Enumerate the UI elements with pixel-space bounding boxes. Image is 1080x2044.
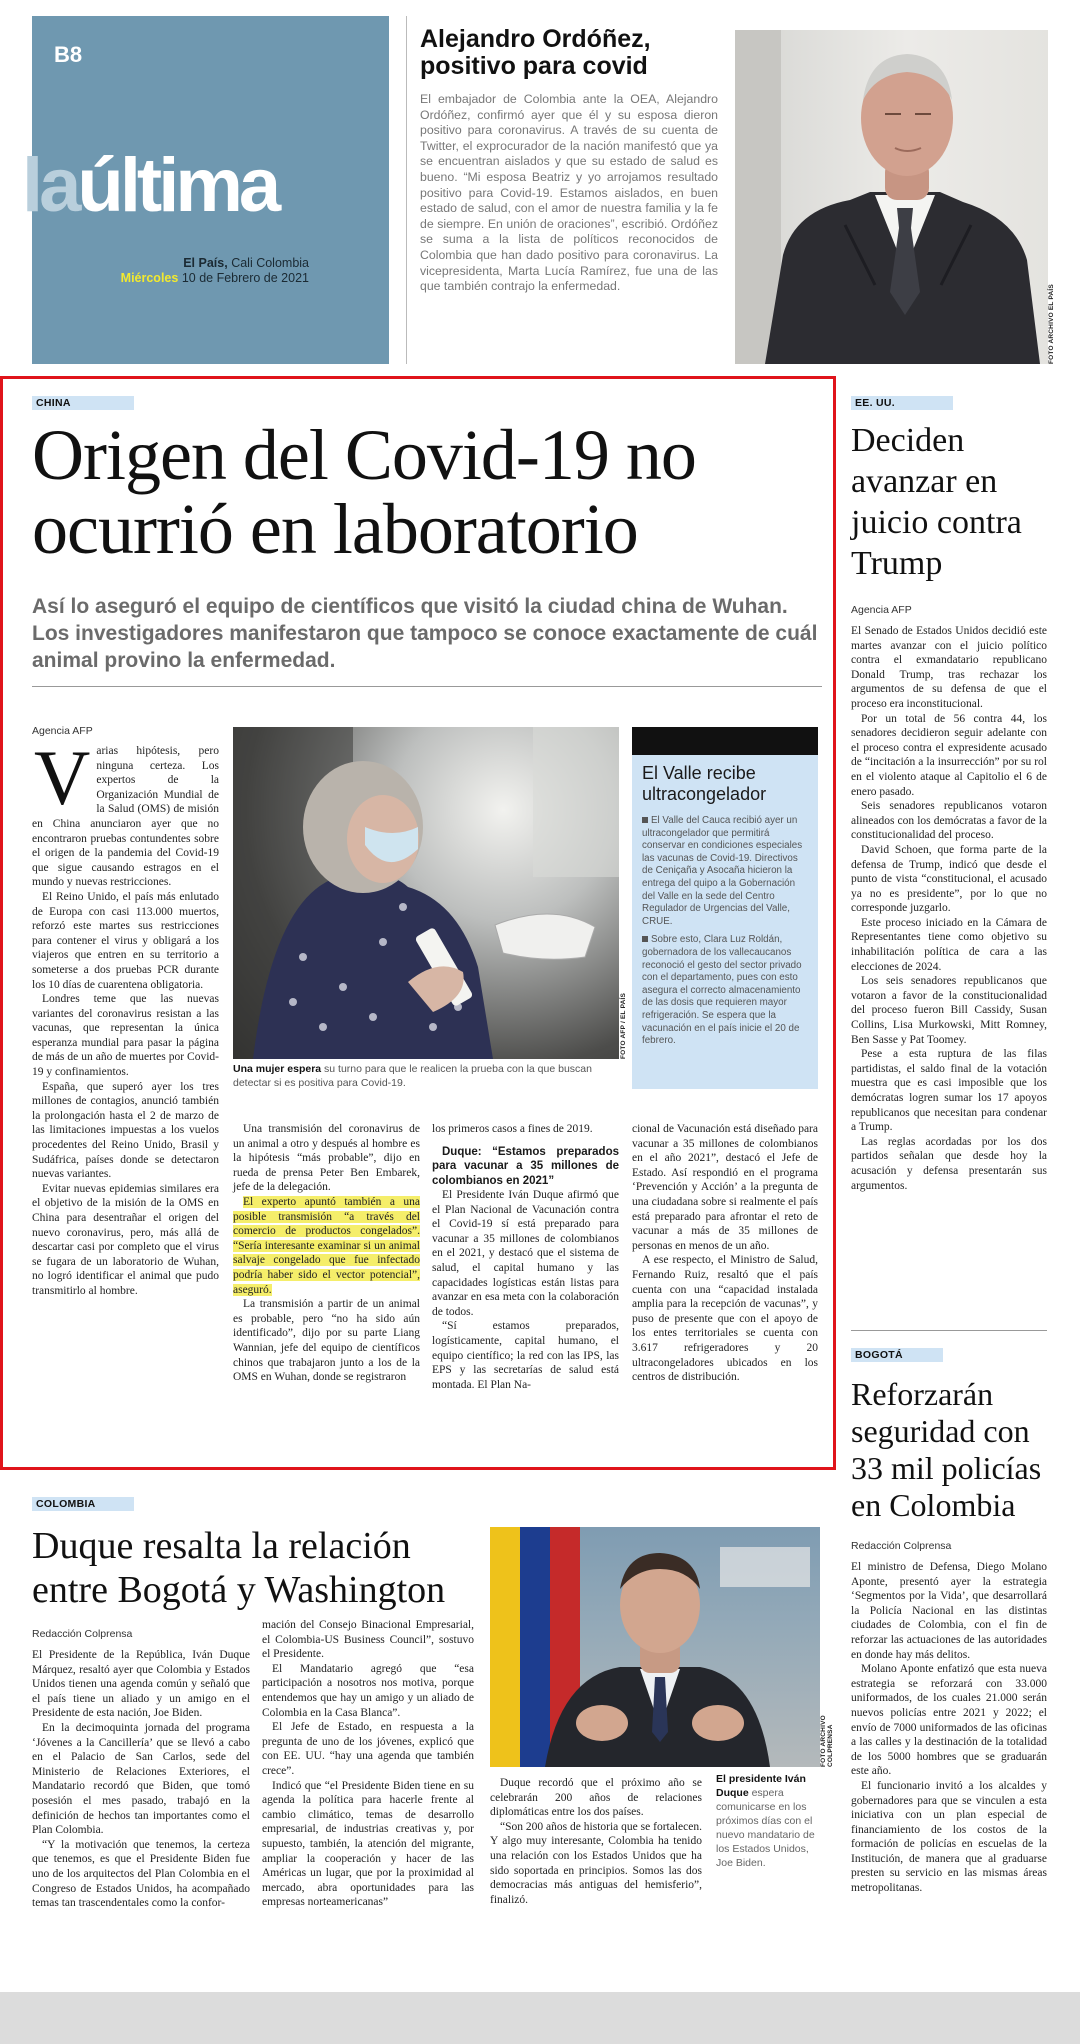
man-in-suit-illustration (735, 30, 1048, 364)
main-paragraph: los primeros casos a fines de 2019. (432, 1123, 593, 1135)
section-logo: laúltima (22, 143, 278, 228)
woman-illustration (233, 727, 619, 1059)
bogota-kicker: BOGOTÁ (851, 1348, 943, 1362)
top-story-body: El embajador de Colombia ante la OEA, Alejandro Ordóñez, confirmó ayer que él y su esposa dieron positivo para coronavirus. A través de su cuenta de Twitter, el exprocurador de la nación manifestó que ya se encuentran aislados y que su estado de salud es bueno. “Mi esposa Beatriz y yo arrojamos resultado positivo para Covid-19. Estamos aislados, en buen estado de salud, con el amor de nuestra familia y la fe de siempre. En unión de oraciones”, escribió. Ordóñez se suma a la lista de políticos reconocidos de Colombia que han dado positivo para coronavirus. La vicepresidenta, Marta Lucía Ramírez, fue una de las que también contrajo la enfermedad. (420, 92, 718, 294)
main-kicker: CHINA (32, 396, 134, 410)
masthead (22, 16, 389, 364)
duque-paragraph: El Mandatario agregó que “esa participación a nosotros nos motiva, porque entendemos que hay un amigo y un aliado de Colombia en la Casa Blanca”. (262, 1662, 474, 1719)
duque-paragraph: mación del Consejo Binacional Empresarial, el Colombia-US Business Council”, sostuvo el Presidente. (262, 1619, 474, 1661)
page-bottom-band (0, 1992, 1080, 2044)
page-number: B8 (54, 42, 83, 67)
duque-kicker: COLOMBIA (32, 1497, 134, 1511)
bogota-paragraph: El funcionario invitó a los alcaldes y gobernadores para que se vinculen a esta iniciativa con un plan especial de financiamiento de los costos de la formación de policías en escuelas de la Institución, de manera que al graduarse presten su servicio en las mismas áreas metropolitanas. (851, 1779, 1047, 1895)
main-headline: Origen del Covid-19 no ocurrió en laboratorio (32, 415, 696, 569)
main-lead-paragraph: Varias hipótesis, pero ninguna certeza. Los expertos de la Organización Mundial de la Salud (OMS) de misión en China anunciaron ayer que no encontraron pruebas contundentes sobre el origen de la pandemia del Covid-19 que sigue causando estragos en el mundo y nuevas restricciones. (32, 734, 219, 889)
duque-paragraph: “Y la motivación que tenemos, la certeza que tenemos, es que el Presidente Biden fue uno de los arquitectos del Plan Colombia en el Congreso de Estados Unidos, ha acompañado temas tan trascendentales como la confor- (32, 1838, 250, 1910)
trump-body (851, 624, 1047, 1193)
main-paragraph: Una transmisión del coronavirus de un animal a otro y después al hombre es la hipótesis “más probable”, dijo en rueda de prensa Peter Ben Embarek, jefe de la delegación. (233, 1123, 420, 1194)
highlighted-paragraph: El experto apuntó también a una posible transmisión “a través del comercio de productos congelados”. “Sería interesante examinar si un animal salvaje congelado que fue infectado podría haber sido el vector potencial”, aseguró. (233, 1195, 420, 1296)
main-column-3 (432, 1122, 619, 1392)
duque-column-3 (490, 1776, 702, 1907)
woman-test-photo (233, 727, 619, 1059)
valle-sidebar (632, 727, 818, 1089)
duque-photo-credit: FOTO ARCHIVO COLPRENSA (820, 1715, 834, 1767)
main-paragraph: “Sí estamos preparados, logísticamente, capital humano, el equipo científico; la red con las IPS, las EPS y las secretarías de salud está montada. El Plan Na- (432, 1320, 619, 1391)
masthead-dateline: El País, Cali Colombia Miércoles 10 de Febrero de 2021 (120, 256, 309, 285)
dropcap: V (34, 734, 91, 821)
trump-byline: Agencia AFP (851, 604, 912, 616)
main-paragraph: El Presidente Iván Duque afirmó que el Plan Nacional de Vacunación contra el Covid-19 sí está preparado para vacunar a 35 millones de colombianos en el 2021, y destacó que el sistema de salud, el capital humano y las capacidades logísticas están listas para avanzar en esa meta con la colaboración de todos. (432, 1189, 619, 1318)
main-paragraph: España, que superó ayer los tres millones de contagios, anunció también la prolongación hasta el 2 de marzo de las limitaciones impuestas a los vuelos procedentes del Reino Unido, Brasil y Sudáfrica, países donde se detectaron nuevas variantes. (32, 1080, 219, 1181)
sidebar-top-bar (632, 727, 818, 755)
main-paragraph: cional de Vacunación está diseñado para vacunar a 35 millones de colombianos en el año 2021”, destacó el Jefe de Estado. Así respondió en el programa ‘Prevención y Acción’ a la pregunta de una ciudadana sobre si realmente el país está preparado para afrontar el reto de vacunar a más de 35 millones de personas en menos de un año. (632, 1123, 818, 1252)
duque-headline: Duque resalta la relación entre Bogotá y Washington (32, 1525, 446, 1611)
bogota-body (851, 1560, 1047, 1896)
sidebar-title: El Valle recibe ultracongelador (642, 763, 767, 804)
trump-paragraph: Este proceso iniciado en la Cámara de Representantes tiene como objetivo su inhabilitación política de cara a las elecciones de 2024. (851, 916, 1047, 973)
trump-paragraph: El Senado de Estados Unidos decidió este martes avanzar con el juicio político contra el exmandatario republicano Donald Trump, tras rechazar los argumentos de su defensa de que el proceso era inconstitucional. (851, 625, 1047, 710)
duque-paragraph: El Presidente de la República, Iván Duque Márquez, resaltó ayer que Colombia y Estados Unidos tienen una agenda común y señaló que el país tiene un aliado y un amigo en el Presidente de esta nación, Joe Biden. (32, 1649, 250, 1720)
afp-photo-caption: Una mujer espera su turno para que le realicen la prueba con la que buscan detectar si es positiva para Covid-19. (233, 1063, 592, 1089)
main-column-4 (632, 1122, 818, 1385)
ordonez-photo-credit: FOTO ARCHIVO EL PAÍS (1048, 284, 1055, 364)
main-column-2 (233, 1122, 420, 1385)
duque-byline: Redacción Colprensa (32, 1628, 133, 1640)
main-paragraph: Evitar nuevas epidemias similares era el objetivo de la misión de la OMS en China para desentrañar el origen del nuevo coronavirus, pero, más allá de descartar casi por completo que el virus se fugara de un laboratorio de Wuhan, no logró identificar el animal que pudo transmitirlo al hombre. (32, 1182, 219, 1297)
subheading: Duque: “Estamos preparados para vacunar a 35 millones de colombianos en 2021” (432, 1145, 619, 1187)
bogota-headline: Reforzarán seguridad con 33 mil policías en Colombia (851, 1376, 1042, 1523)
duque-column-2 (262, 1618, 474, 1910)
trump-kicker: EE. UU. (851, 396, 953, 410)
duque-paragraph: Indicó que “el Presidente Biden tiene en su agenda la política para hacerle frente al cambio climático, temas de desarrollo empresarial, de industrias creativas y, por supuesto, también, la atención del migrante, ampliar la cooperación y hacer de las Américas un lugar, que por la proximidad al mercado, abra oportunidades para las empresas norteamericanas” (262, 1779, 474, 1909)
sidebar-item: Sobre esto, Clara Luz Roldán, gobernadora de los vallecaucanos reconoció el gesto del sector privado con el departamento, pues con esto asegura el correcto almacenamiento de las dosis que requieren mayor refrigeración. Se espera que la vacunación en el país inicie el 20 de febrero. (642, 934, 802, 1047)
main-deck: Así lo aseguró el equipo de científicos que visitó la ciudad china de Wuhan. Los investigadores manifestaron que tampoco se conoce exactamente de cuál animal provino la enfermedad. (32, 595, 818, 672)
trump-paragraph: Las reglas acordadas por los dos partidos señalan que desde hoy la acusación y defensa presentarán sus argumentos. (851, 1135, 1047, 1192)
trump-paragraph: David Schoen, que forma parte de la defensa de Trump, indicó que desde el punto de vista “constitucional, el acusado ya no es presidente”, por lo que no corresponde juzgarlo. (851, 843, 1047, 915)
main-byline: Agencia AFP (32, 725, 93, 737)
main-paragraph: La transmisión a partir de un animal es probable, pero “no ha sido aún identificado”, dijo por su parte Liang Wannian, jefe del equipo de científicos chinos que trabajaron junto a los de la OMS en Wuhan, donde se registraron (233, 1298, 420, 1384)
bullet-icon (642, 817, 648, 823)
trump-paragraph: Los seis senadores republicanos que votaron a favor de la constitucionalidad del proceso fueron Bill Cassidy, Susan Collins, Lisa Murkowski, Mitt Romney, Ben Sasse y Pat Toomey. (851, 975, 1047, 1046)
top-story-divider (406, 16, 407, 364)
duque-paragraph: Duque recordó que el próximo año se celebrarán 200 años de relaciones diplomáticas entre los dos países. (490, 1777, 702, 1819)
bogota-paragraph: Molano Aponte enfatizó que esta nueva estrategia se reforzará con 33.000 uniformados, de los cuales 21.000 serán nuevos policías entre 2021 y 2022; el envío de 7000 uniformados de las oficinas a las calles y la destinación de la totalidad de los 5000 hombres que se graduarán este año. (851, 1663, 1047, 1778)
duque-paragraph: El Jefe de Estado, en respuesta a la pregunta de uno de los jóvenes, explicó que con EE. UU. “hay una agenda que también crece”. (262, 1721, 474, 1777)
bullet-icon (642, 936, 648, 942)
duque-photo-caption: El presidente Iván Duque espera comunicarse en los próximos días con el nuevo mandatario de los Estados Unidos, Joe Biden. (716, 1773, 815, 1869)
main-paragraph: El Reino Unido, el país más enlutado de Europa con casi 113.000 muertos, reforzó este martes sus restricciones para contener el virus y obligará a los viajeros que entren en su territorio a someterse a dos pruebas PCR durante los 10 días de cuarentena obligatoria. (32, 890, 219, 991)
top-story-title: Alejandro Ordóñez, positivo para covid (420, 25, 651, 80)
main-deck-rule (32, 686, 822, 687)
duque-paragraph: En la decimoquinta jornada del programa ‘Jóvenes a la Cancillería’ que se llevó a cabo en el Palacio de San Carlos, sede del Ministerio de Relaciones Exteriores, el Mandatario recordó que Biden, que tomó posesión el mes pasado, trabajó en la definición de hechos tan importantes como el Plan Colombia. (32, 1721, 250, 1837)
bogota-byline: Redacción Colprensa (851, 1540, 952, 1552)
trump-headline: Deciden avanzar en juicio contra Trump (851, 422, 1022, 582)
main-column-1 (32, 734, 219, 1299)
sidebar-item: El Valle del Cauca recibió ayer un ultracongelador que permitirá conservar en condiciones especiales las vacunas de Covid-19. Directivos de Ceniçaña y Asocaña hicieron la entrega del quipo a la Gobernación del Valle en la sede del Centro Regulador de Urgencias del Valle, CRUE. (642, 815, 803, 927)
bogota-rule (851, 1330, 1047, 1331)
main-paragraph: A ese respecto, el Ministro de Salud, Fernando Ruiz, resaltó que el país cuenta con una “capacidad instalada amplia para la recepción de vacunas”, y puso de presente que con el apoyo de los entes territoriales se cuenta con 3.617 refrigeradores y 20 ultracongeladores ubicados en los centros de distribución. (632, 1254, 818, 1384)
duque-illustration (490, 1527, 820, 1767)
trump-paragraph: Pese a esta ruptura de las filas partidistas, el saldo final de la votación muestra que es casi imposible que los demócratas logren sumar los 17 apoyos republicanos que necesitan para condenar a Trump. (851, 1048, 1047, 1134)
bogota-paragraph: El ministro de Defensa, Diego Molano Aponte, presentó ayer la estrategia ‘Segmentos por la Vida’, que desarrollará la Policía Nacional en las distintas ciudades de Colombia, con el fin de reforzar las actuaciones de las autoridades en donde hay más delitos. (851, 1561, 1047, 1661)
duque-paragraph: “Son 200 años de historia que se fortalecen. Y algo muy interesante, Colombia ha tenido una relación con los Estados Unidos que ha sido soportada en principios. Somos las dos democracias más antiguas del hemisferio”, finalizó. (490, 1820, 702, 1906)
main-paragraph: Londres teme que las nuevas variantes del coronavirus resistan a las vacunas, que representan la única esperanza mundial para pasar la página de más de un año de muertes por Covid-19 y confinamientos. (32, 993, 219, 1079)
afp-photo-credit: FOTO AFP / EL PAÍS (620, 992, 627, 1059)
trump-paragraph: Seis senadores republicanos votaron alineados con los demócratas a favor de la constitucionalidad del proceso. (851, 800, 1047, 842)
ordonez-photo (735, 30, 1048, 364)
duque-column-1 (32, 1648, 250, 1911)
trump-paragraph: Por un total de 56 contra 44, los senadores decidieron seguir adelante con el proceso contra el expresidente acusado de “incitación a la insurrección” por su rol en el violento ataque al Capitolio el 6 de enero pasado. (851, 712, 1047, 798)
duque-photo (490, 1527, 820, 1767)
